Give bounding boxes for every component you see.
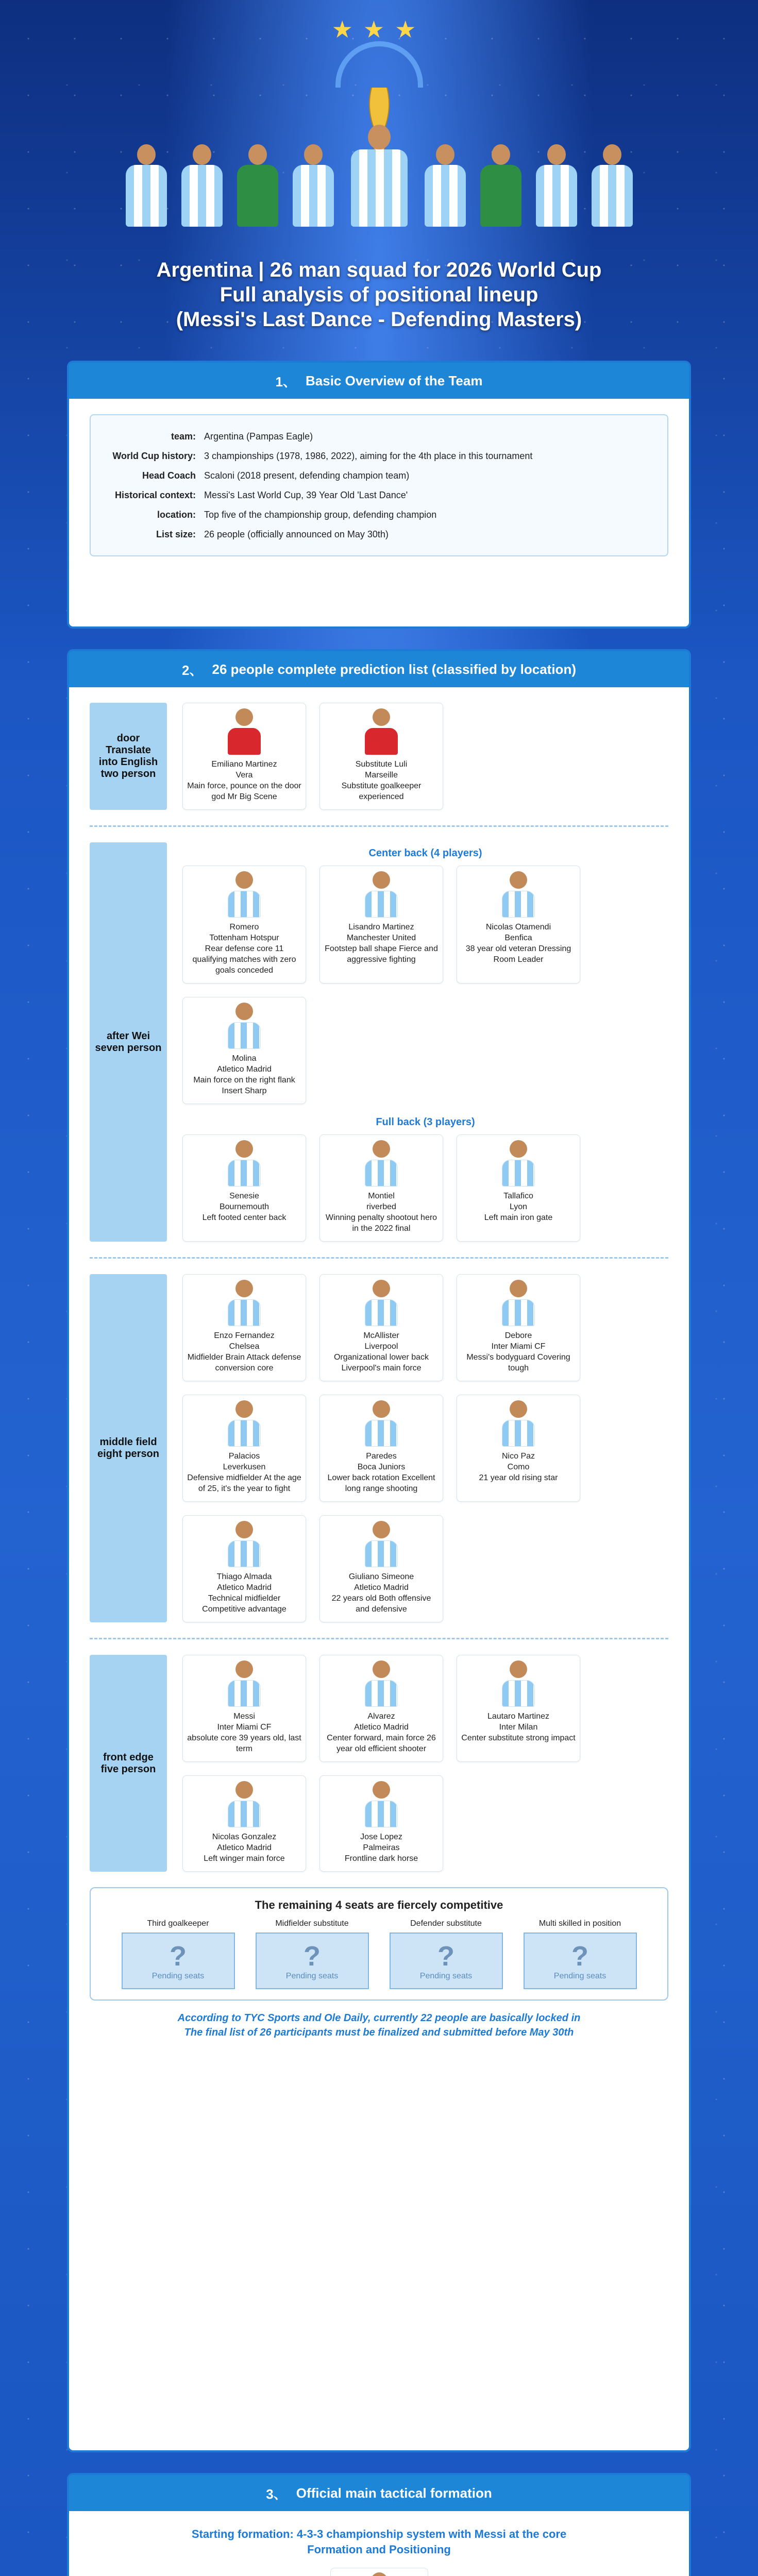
info-row [106,446,652,466]
player-jersey [502,1420,535,1447]
defender-group [90,842,668,1242]
player-avatar [226,1400,262,1447]
section-number: 2、 [182,662,203,678]
player-club: Manchester United [346,934,416,942]
player-name: Messi [233,1712,255,1721]
player-card [457,1655,580,1762]
card-list [182,1655,668,1872]
player-name: Debore [504,1331,532,1340]
info-value: Top five of the championship group, defending champion [204,510,437,520]
divider [90,825,668,827]
info-key: List size: [156,529,196,539]
section-header [69,2475,689,2511]
three-stars-icon: ★★★ [331,16,427,43]
player-jersey [502,891,535,918]
player-note: Main force on the right flank Insert Sharp [193,1076,295,1095]
player-card [319,1134,443,1242]
hero-player [589,144,635,227]
player-note: Left footed center back [202,1213,287,1222]
player-card [182,1134,306,1242]
section-title: Official main tactical formation [296,2485,492,2501]
player-name: Nicolas Gonzalez [212,1833,277,1841]
player-jersey [228,891,261,918]
player-head [373,1781,390,1799]
player-jersey [228,1299,261,1326]
pending-slot [256,1933,369,1989]
player-note: Center forward, main force 26 year old efficient shooter [327,1734,436,1753]
player-card [319,1395,443,1502]
player-avatar [363,1521,399,1567]
player-card [182,1395,306,1502]
player-club: Marseille [364,771,398,779]
player-name: Alvarez [367,1712,395,1721]
section-formation [67,2473,691,2576]
player-card [182,1274,306,1381]
player-club: Atletico Madrid [354,1723,409,1732]
player-club: Vera [235,771,253,779]
info-value: Messi's Last World Cup, 39 Year Old 'Last Dance' [204,490,408,500]
player-head [235,1660,253,1678]
player-note: Footstep ball shape Fierce and aggressive fighting [325,944,438,964]
player-card [319,866,443,984]
player-card [182,997,306,1104]
player-head [373,1521,390,1538]
player-name: Jose Lopez [360,1833,402,1841]
player-name: McAllister [363,1331,399,1340]
pending-seat [524,1919,637,1989]
player-club: Inter Miami CF [491,1342,546,1351]
pending-list [106,1919,652,1989]
player-name: Tallafico [503,1192,533,1200]
player-head [373,1280,390,1297]
player-head [371,2572,388,2576]
player-head [373,1140,390,1158]
player-jersey [365,1801,398,1827]
player-avatar [226,1781,262,1827]
player-jersey [365,891,398,918]
player-note: Organizational lower back Liverpool's main force [333,1353,429,1372]
pending-slot [524,1933,637,1989]
player-name: Substitute Luli [355,760,408,769]
pending-status: Pending seats [419,1972,473,1980]
player-avatar [226,1660,262,1707]
player-avatar [226,871,262,918]
player-head [373,871,390,889]
player-avatar [500,871,536,918]
pending-status: Pending seats [285,1972,339,1980]
player-card [182,1515,306,1622]
player-jersey [228,1022,261,1049]
player-jersey [228,728,261,755]
player-jersey [228,1540,261,1567]
player-avatar [363,708,399,755]
hero-player [234,144,281,227]
player-club: Inter Milan [499,1723,538,1732]
player-head [235,1003,253,1020]
formation-title-line: Starting formation: 4-3-3 championship system with Messi at the core [191,2528,567,2540]
player-name: Molina [232,1054,257,1063]
group-label: door Translate into English two person [90,703,167,810]
player-avatar [363,2572,396,2576]
player-head [235,1400,253,1418]
section-number: 1、 [275,374,297,389]
player-card [182,703,306,810]
player-avatar [500,1400,536,1447]
player-avatar [363,871,399,918]
player-note: Left main iron gate [484,1213,553,1222]
player-note: Substitute goalkeeper experienced [341,782,422,801]
player-name: Nico Paz [501,1452,535,1461]
info-row [106,485,652,505]
player-avatar [226,1521,262,1567]
pending-label: Midfielder substitute [275,1919,349,1928]
info-key: World Cup history: [112,451,196,461]
player-note: 21 year old rising star [479,1473,558,1482]
player-club: Como [507,1463,530,1471]
player-club: Boca Juniors [357,1463,406,1471]
player-jersey [365,728,398,755]
player-note: Technical midfielder Competitive advantage [202,1594,287,1614]
player-avatar [363,1781,399,1827]
player-name: Lautaro Martinez [487,1712,550,1721]
divider [90,1638,668,1639]
player-note: Frontline dark horse [344,1854,418,1863]
player-club: Liverpool [364,1342,398,1351]
player-club: Atletico Madrid [217,1583,272,1592]
player-head [373,708,390,726]
player-head [235,1781,253,1799]
player-avatar [226,708,262,755]
section-squad [67,649,691,2452]
hero-player [346,125,413,227]
player-club: Tottenham Hotspur [209,934,279,942]
midfielder-group [90,1274,668,1622]
info-box [90,414,668,556]
player-club: Leverkusen [223,1463,266,1471]
info-key: location: [157,510,196,520]
player-note: Winning penalty shootout hero in the 2022 final [325,1213,437,1233]
player-jersey [365,1299,398,1326]
group-label: front edge five person [90,1655,167,1872]
player-card [457,866,580,984]
player-club: Benfica [504,934,532,942]
pending-label: Third goalkeeper [147,1919,209,1928]
group-label: middle field eight person [90,1274,167,1622]
info-row [106,505,652,524]
player-name: Thiago Almada [216,1572,272,1581]
player-card [182,1655,306,1762]
section-header [69,651,689,687]
player-avatar [500,1140,536,1187]
player-head [510,871,527,889]
hero-illustration [122,10,637,227]
player-jersey [365,1160,398,1187]
formation-player [330,2568,428,2576]
player-avatar [363,1400,399,1447]
hero-player [123,144,170,227]
player-head [235,708,253,726]
pending-label: Defender substitute [410,1919,482,1928]
player-card [457,1395,580,1502]
section-header [69,363,689,399]
player-head [235,1140,253,1158]
player-name: Paredes [366,1452,397,1461]
player-jersey [502,1680,535,1707]
hero-player [422,144,468,227]
pending-slot [390,1933,503,1989]
hero-players [122,125,637,227]
player-avatar [363,1660,399,1707]
player-avatar [500,1660,536,1707]
info-row [106,466,652,485]
pending-seat [390,1919,503,1989]
player-avatar [363,1280,399,1326]
player-card [319,1274,443,1381]
player-card [319,1655,443,1762]
info-key: team: [171,431,196,442]
player-club: Lyon [509,1202,528,1211]
pending-seats-box [90,1887,668,2001]
pending-title: The remaining 4 seats are fiercely competitive [255,1899,503,1911]
section-title: Basic Overview of the Team [306,372,483,388]
question-mark-icon: ? [304,1941,321,1972]
player-name: Montiel [368,1192,395,1200]
player-jersey [502,1160,535,1187]
pending-status: Pending seats [151,1972,205,1980]
hero-player [179,144,225,227]
question-mark-icon: ? [170,1941,187,1972]
pending-seat [122,1919,235,1989]
player-head [510,1400,527,1418]
section-number: 3、 [266,2486,287,2502]
card-list [182,1134,668,1242]
section-overview [67,361,691,629]
goalkeeper-group [90,703,668,810]
info-value: Scaloni (2018 present, defending champion team) [204,470,410,481]
subgroup-title: Full back (3 players) [376,1116,475,1128]
player-note: 22 years old Both offensive and defensive [331,1594,431,1614]
player-card [319,1515,443,1622]
player-head [373,1400,390,1418]
player-card [319,1775,443,1872]
subgroup-title: Center back (4 players) [368,848,482,859]
player-name: Palacios [228,1452,260,1461]
player-club: riverbed [366,1202,396,1211]
info-key: Head Coach [142,470,196,481]
player-name: Giuliano Simeone [348,1572,414,1581]
source-note [90,2011,668,2040]
player-note: Main force, pounce on the door god Mr Big Scene [187,782,301,801]
hero-player [533,144,580,227]
player-jersey [502,1299,535,1326]
player-jersey [228,1160,261,1187]
info-value: Argentina (Pampas Eagle) [204,431,313,442]
player-avatar [500,1280,536,1326]
player-jersey [365,1680,398,1707]
player-club: Bournemouth [219,1202,269,1211]
hero-banner [67,0,691,361]
info-row [106,427,652,446]
pending-status: Pending seats [553,1972,607,1980]
player-note: Rear defense core 11 qualifying matches with zero goals conceded [192,944,296,975]
forward-group [90,1655,668,1872]
player-head [373,1660,390,1678]
player-head [510,1280,527,1297]
player-card [182,866,306,984]
question-mark-icon: ? [571,1941,588,1972]
section-title: 26 people complete prediction list (classified by location) [212,661,576,677]
player-jersey [228,1680,261,1707]
divider [90,1257,668,1259]
player-note: Center substitute strong impact [461,1734,576,1742]
player-avatar [226,1280,262,1326]
player-club: Atletico Madrid [354,1583,409,1592]
title-line: Argentina | 26 man squad for 2026 World Cup [156,259,602,281]
info-row [106,524,652,544]
player-note: 38 year old veteran Dressing Room Leader [465,944,571,964]
title-line: (Messi's Last Dance - Defending Masters) [176,308,582,331]
player-club: Chelsea [229,1342,260,1351]
player-name: Emiliano Martinez [211,760,277,769]
player-card [319,703,443,810]
player-card [457,1274,580,1381]
player-name: Enzo Fernandez [214,1331,275,1340]
player-head [235,1521,253,1538]
pending-slot [122,1933,235,1989]
hero-player [290,144,336,227]
player-note: absolute core 39 years old, last term [187,1734,301,1753]
player-avatar [363,1140,399,1187]
player-name: Nicolas Otamendi [485,923,551,931]
player-head [235,871,253,889]
player-name: Lisandro Martinez [348,923,414,931]
player-card [182,1775,306,1872]
player-club: Inter Miami CF [217,1723,272,1732]
player-avatar [226,1140,262,1187]
player-head [510,1140,527,1158]
note-line: The final list of 26 participants must be finalized and submitted before May 30th [184,2027,574,2038]
player-jersey [365,1420,398,1447]
player-note: Messi's bodyguard Covering tough [466,1353,570,1372]
player-jersey [365,1540,398,1567]
player-card [457,1134,580,1242]
formation-title-line: Formation and Positioning [307,2543,451,2556]
note-line: According to TYC Sports and Ole Daily, currently 22 people are basically locked in [177,2012,581,2024]
player-note: Midfielder Brain Attack defense conversion core [187,1353,301,1372]
player-name: Romero [229,923,259,931]
player-note: Lower back rotation Excellent long range shooting [327,1473,435,1493]
player-jersey [228,1801,261,1827]
player-head [235,1280,253,1297]
info-value: 26 people (officially announced on May 30th) [204,529,389,539]
player-club: Atletico Madrid [217,1843,272,1852]
question-mark-icon: ? [437,1941,454,1972]
player-note: Defensive midfielder At the age of 25, it's the year to fight [187,1473,301,1493]
player-jersey [228,1420,261,1447]
goalkeeper-line [90,2568,668,2576]
pending-seat [256,1919,369,1989]
player-avatar [226,1003,262,1049]
hero-player [478,144,524,227]
card-list [182,703,668,810]
card-list [182,1274,668,1622]
pending-label: Multi skilled in position [538,1919,621,1928]
card-list [182,866,668,1104]
group-label: after Wei seven person [90,842,167,1242]
player-club: Palmeiras [363,1843,400,1852]
title-line: Full analysis of positional lineup [220,283,538,306]
page-title [157,258,602,332]
player-head [510,1660,527,1678]
formation-title [90,2527,668,2557]
info-key: Historical context: [114,490,196,500]
player-club: Atletico Madrid [217,1065,272,1074]
player-note: Left winger main force [204,1854,285,1863]
info-value: 3 championships (1978, 1986, 2022), aiming for the 4th place in this tournament [204,451,533,461]
arc-decoration [335,41,423,88]
player-name: Senesie [229,1192,259,1200]
